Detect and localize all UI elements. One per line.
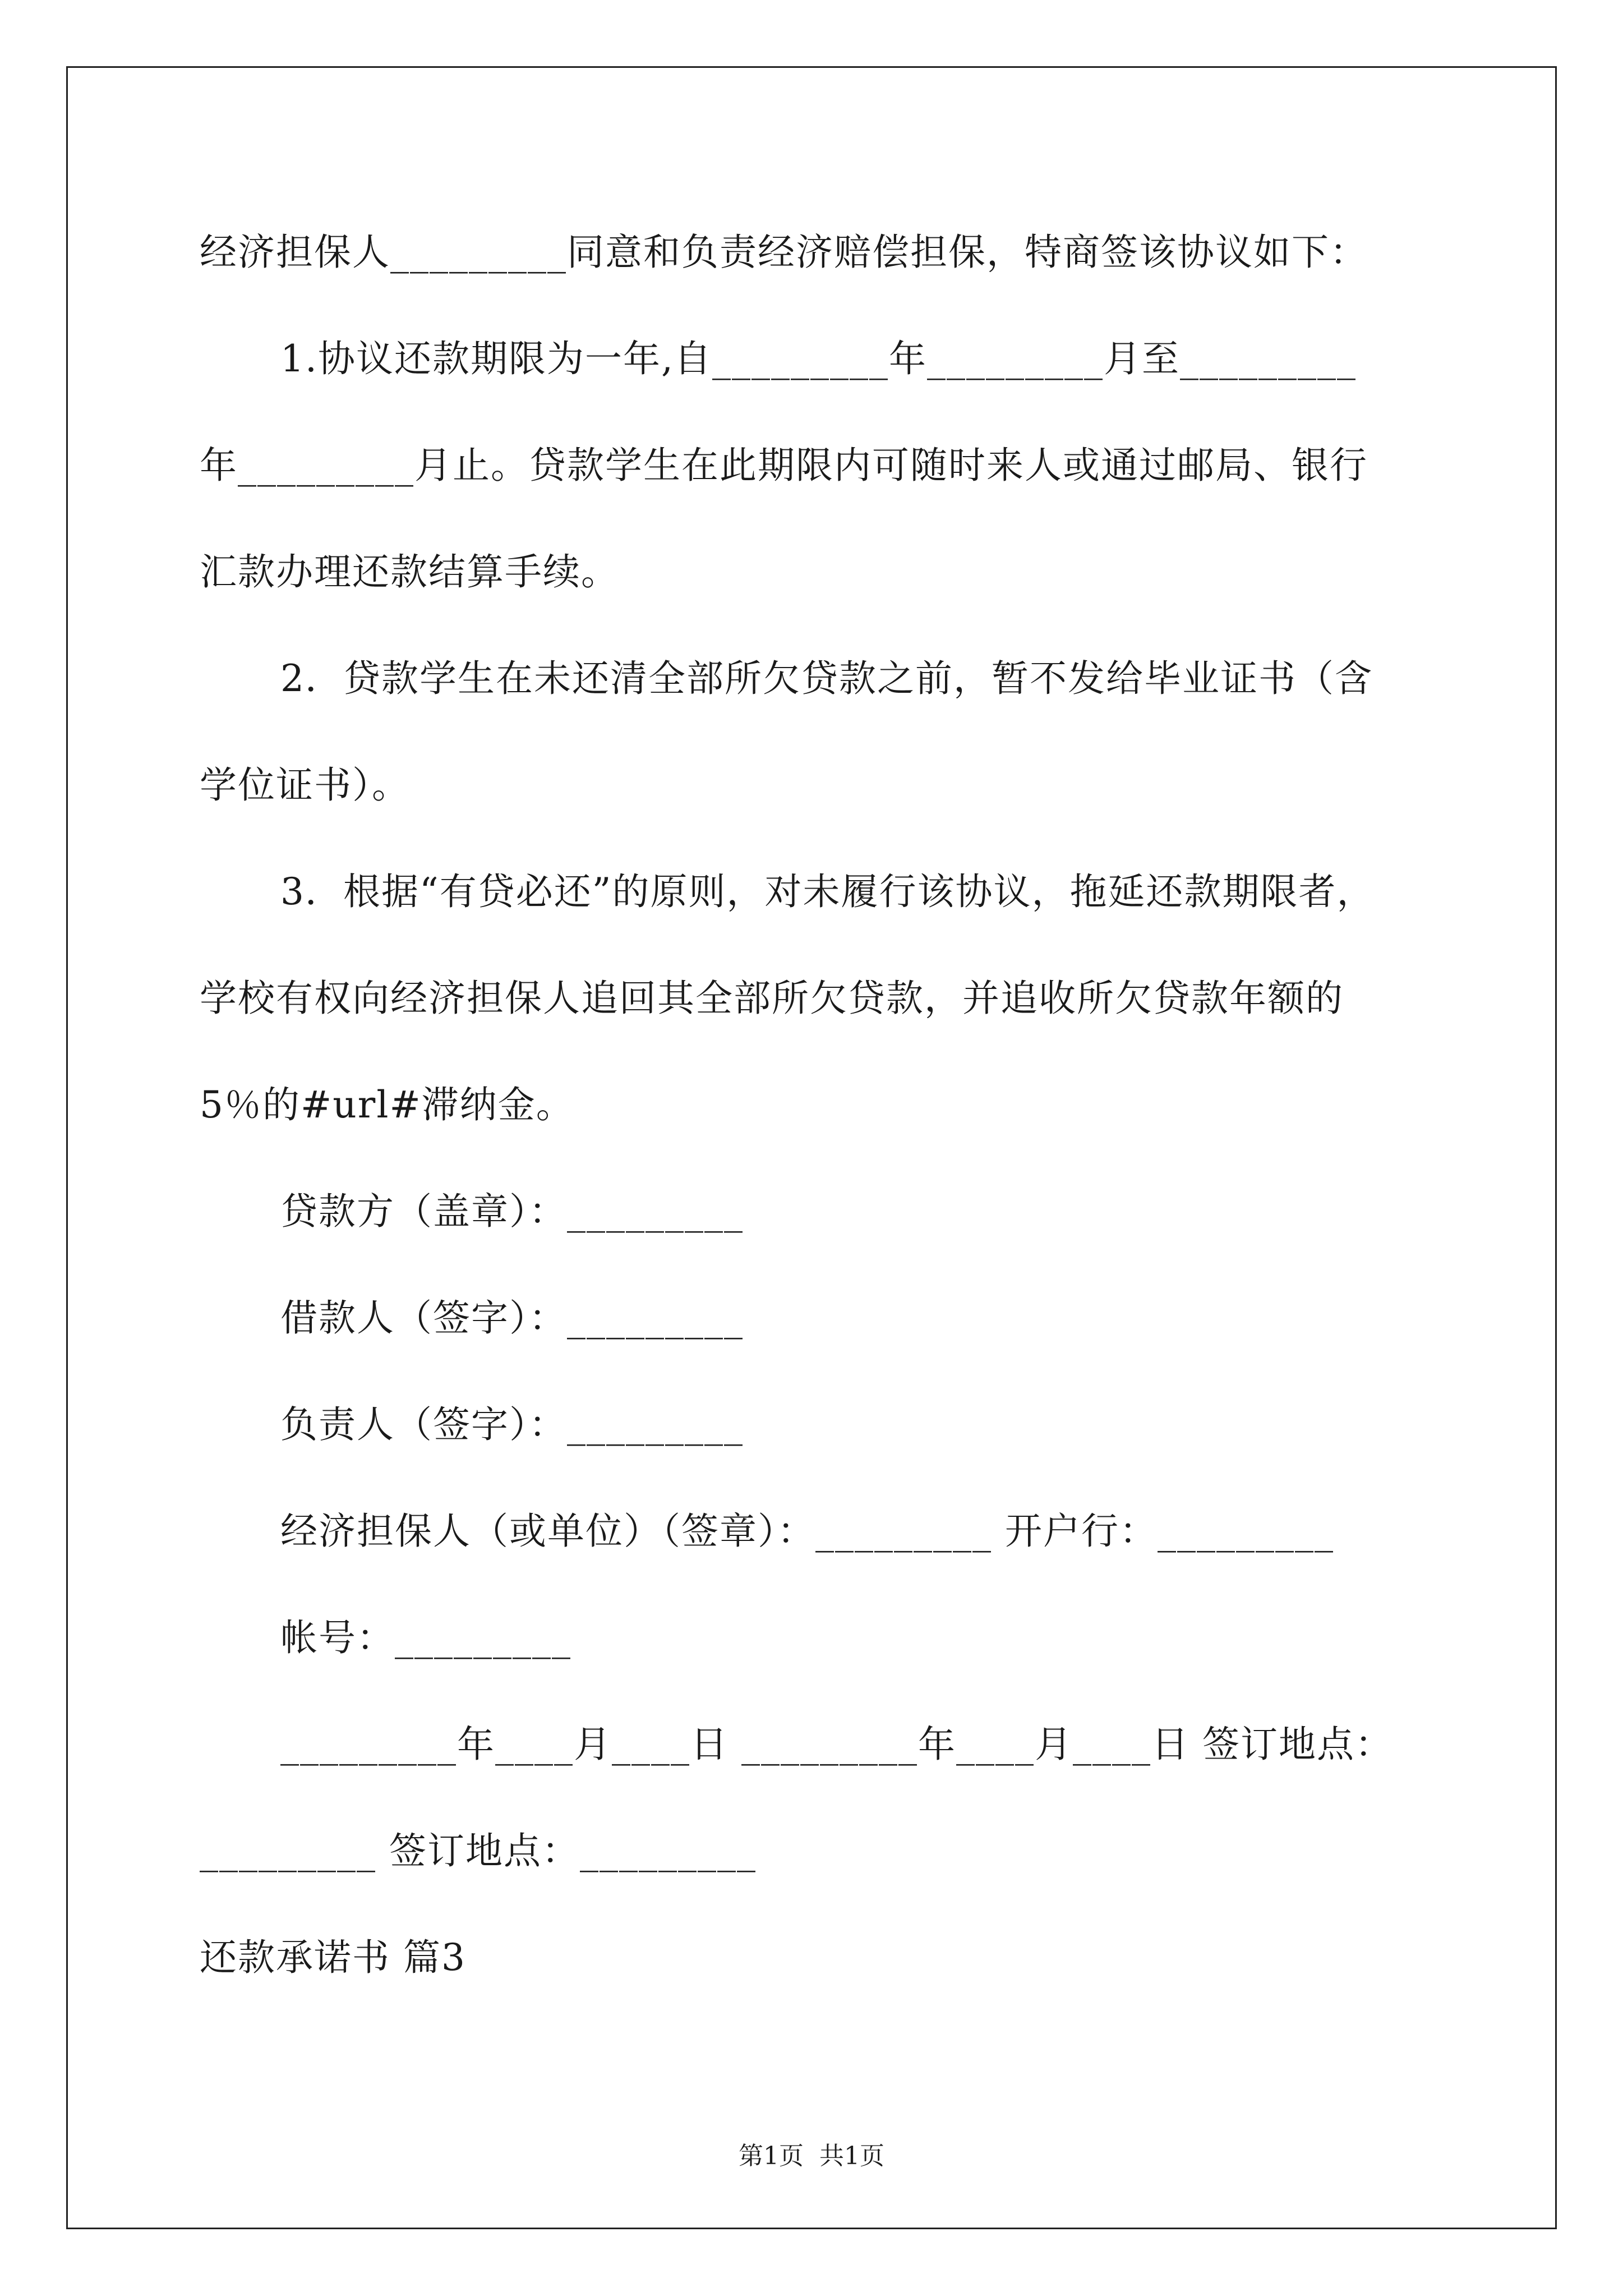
account-number-field: 帐号：_________	[280, 1616, 571, 1659]
date-and-place-line-2: _________ 签订地点：_________	[200, 1829, 757, 1872]
clause-2-line-1: 2．贷款学生在未还清全部所欠贷款之前，暂不发给毕业证书（含	[280, 657, 1373, 700]
page-number-footer: 第1页 共1页	[739, 2142, 884, 2170]
clause-1-line-3: 汇款办理还款结算手续。	[200, 550, 619, 593]
borrower-signature-field: 借款人（签字）：_________	[280, 1296, 744, 1340]
clause-1-line-1: 1.协议还款期限为一年,自_________年_________月至_________	[280, 337, 1357, 380]
guarantor-signature-bank-field: 经济担保人（或单位）（签章）：_________ 开户行：_________	[280, 1510, 1334, 1553]
responsible-person-signature-field: 负责人（签字）：_________	[280, 1403, 744, 1446]
clause-1-line-2: 年_________月止。贷款学生在此期限内可随时来人或通过邮局、银行	[200, 444, 1368, 487]
paragraph-guarantor-line: 经济担保人_________同意和负责经济赔偿担保，特商签该协议如下：	[200, 231, 1368, 274]
clause-3-line-3: 5％的#url#滞纳金。	[200, 1083, 574, 1126]
lender-seal-field: 贷款方（盖章）：_________	[280, 1190, 744, 1233]
clause-3-line-1: 3．根据“有贷必还”的原则，对未履行该协议，拖延还款期限者，	[280, 870, 1375, 913]
page-border	[66, 66, 1557, 2229]
date-and-place-line-1: _________年____月____日 _________年____月____日 签订地点：	[280, 1723, 1393, 1766]
clause-2-line-2: 学位证书）。	[200, 763, 410, 807]
clause-3-line-2: 学校有权向经济担保人追回其全部所欠贷款，并追收所欠贷款年额的	[200, 977, 1344, 1020]
section-heading: 还款承诺书 篇3	[200, 1936, 466, 1979]
